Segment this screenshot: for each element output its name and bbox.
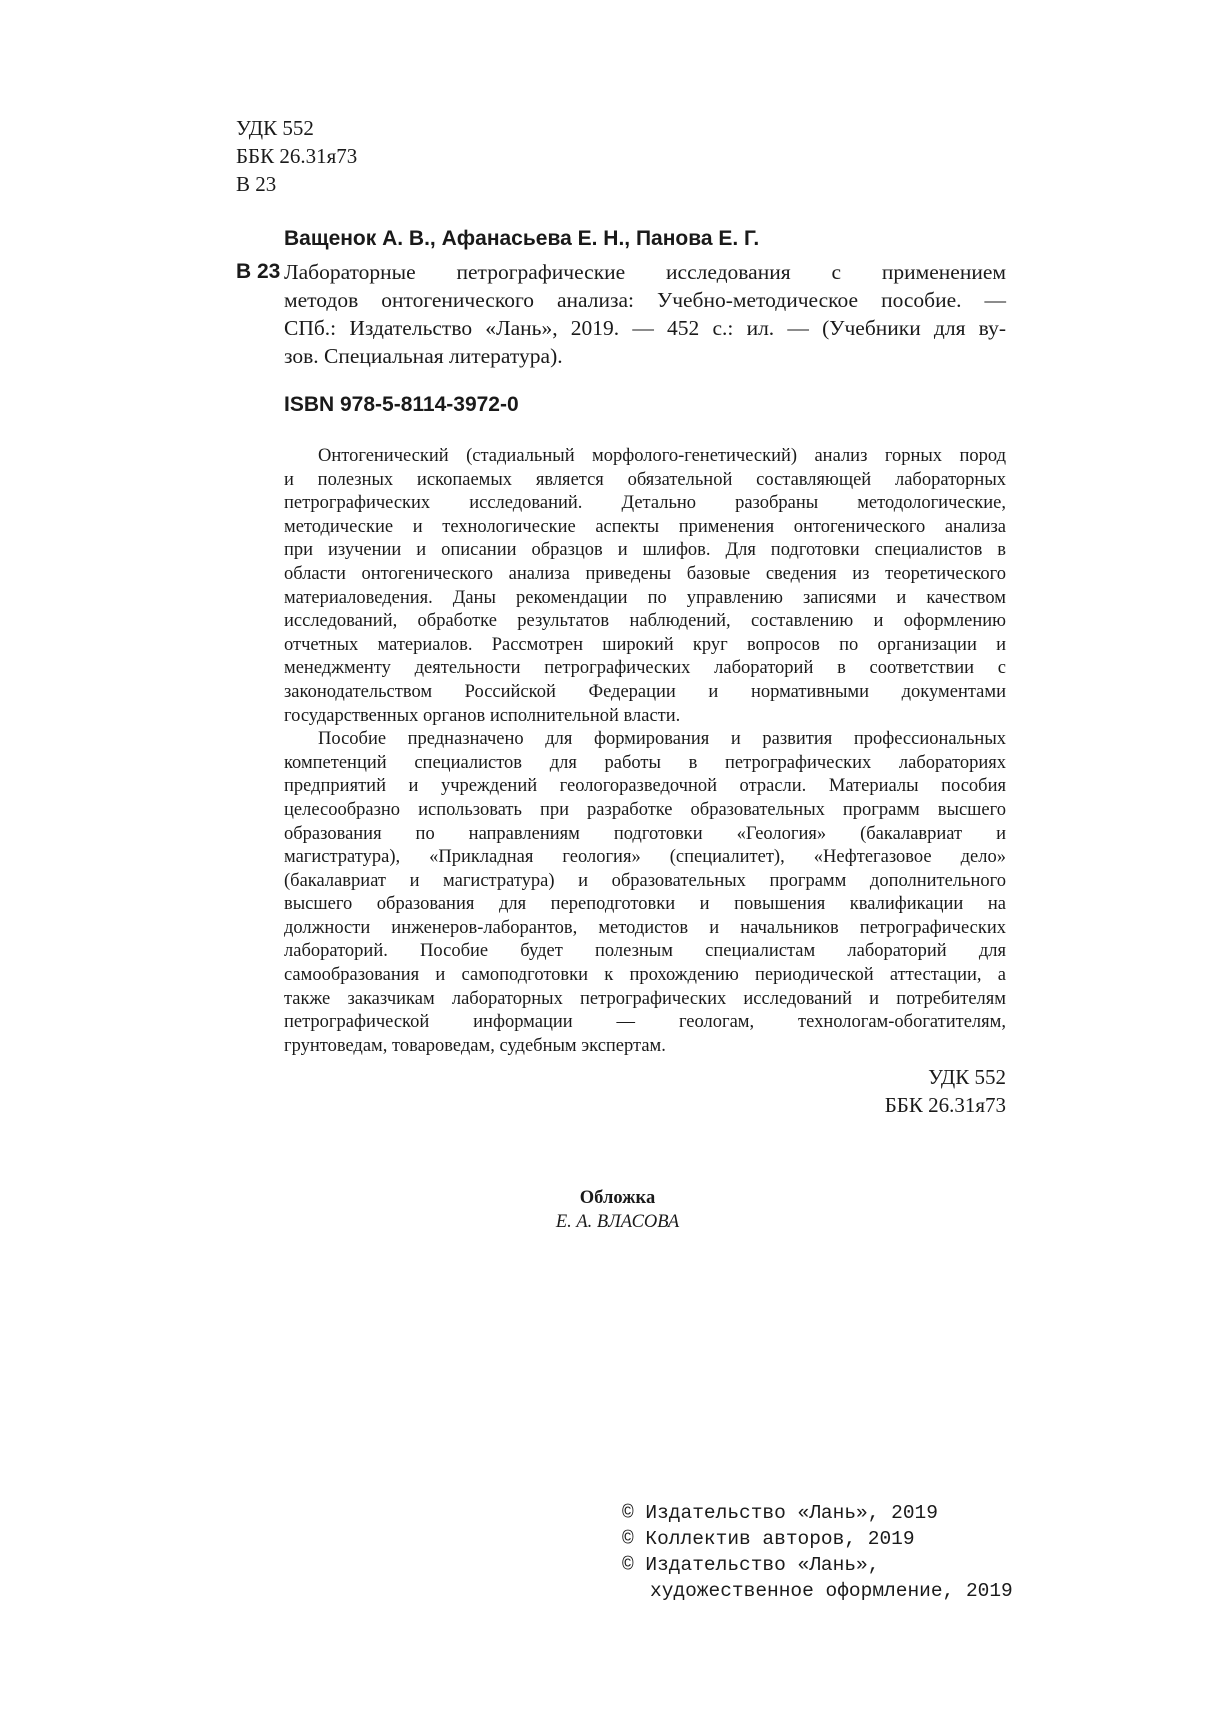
abstract-line: предприятий и учреждений геологоразведочной отрасли. Материалы пособия	[284, 776, 1006, 797]
abstract-line: области онтогенического анализа приведены базовые сведения из теоретического	[284, 563, 1006, 584]
abstract-line: целесообразно использовать при разработке образовательных программ высшего	[284, 799, 1006, 820]
classification-codes-top	[236, 114, 357, 198]
abstract-line: государственных органов исполнительной власти.	[284, 705, 681, 726]
abstract-line: отчетных материалов. Рассмотрен широкий круг вопросов по организации и	[284, 634, 1006, 655]
abstract-line: должности инженеров-лаборантов, методистов и начальников петрографических	[284, 917, 1006, 938]
abstract-line: исследований, обработке результатов наблюдений, составлению и оформлению	[284, 611, 1006, 632]
abstract-line: и полезных ископаемых является обязательной составляющей лабораторных	[284, 469, 1006, 490]
bibliographic-description	[284, 258, 1006, 370]
abstract-line: при изучении и описании образцов и шлифов. Для подготовки специалистов в	[284, 540, 1006, 561]
abstract-line: образования по направлениям подготовки «Геология» (бакалавриат и	[284, 823, 1006, 844]
abstract-line: материаловедения. Даны рекомендации по управлению записями и качеством	[284, 587, 1006, 608]
abstract-line: лабораторий. Пособие будет полезным специалистам лабораторий для	[284, 941, 1006, 962]
abstract-line: самообразования и самоподготовки к прохождению периодической аттестации, а	[284, 965, 1006, 986]
abstract	[284, 445, 1006, 1058]
abstract-line: компетенций специалистов для работы в петрографических лабораториях	[284, 752, 1006, 773]
udk-code: УДК 552	[928, 1065, 1006, 1089]
bbk-code: ББК 26.31я73	[236, 144, 358, 168]
copyright-line: © Издательство «Лань», 2019	[622, 1502, 938, 1524]
authors-heading: Ващенок А. В., Афанасьева Е. Н., Панова Е. Г.	[284, 227, 760, 250]
abstract-line: методические и технологические аспекты применения онтогенического анализа	[284, 516, 1006, 537]
isbn: ISBN 978-5-8114-3972-0	[284, 393, 519, 416]
copyright-block	[622, 1500, 1013, 1604]
copyright-line-continuation: художественное оформление, 2019	[650, 1580, 1013, 1602]
biblio-line: методов онтогенического анализа: Учебно-методическое пособие. —	[284, 288, 1006, 312]
classification-codes-bottom	[885, 1063, 1006, 1119]
abstract-line: магистратура), «Прикладная геология» (специалитет), «Нефтегазовое дело»	[284, 847, 1006, 868]
biblio-line: СПб.: Издательство «Лань», 2019. — 452 с.: ил. — (Учебники для ву-	[284, 316, 1006, 340]
copyright-line: © Издательство «Лань»,	[622, 1554, 880, 1576]
biblio-line: Лабораторные петрографические исследования с применением	[284, 260, 1006, 284]
biblio-author-mark: В 23	[236, 260, 281, 283]
abstract-line: Пособие предназначено для формирования и развития профессиональных	[318, 729, 1006, 750]
abstract-line: также заказчикам лабораторных петрографических исследований и потребителям	[284, 988, 1006, 1009]
cover-credit	[0, 1186, 1211, 1234]
cover-label: Обложка	[579, 1188, 656, 1208]
abstract-line: высшего образования для переподготовки и повышения квалификации на	[284, 894, 1006, 915]
copyright-line: © Коллектив авторов, 2019	[622, 1528, 915, 1550]
abstract-line: законодательством Российской Федерации и нормативными документами	[284, 681, 1006, 702]
abstract-line: (бакалавриат и магистратура) и образовательных программ дополнительного	[284, 870, 1006, 891]
abstract-line: петрографических исследований. Детально разобраны методологические,	[284, 493, 1006, 514]
udk-code: УДК 552	[236, 116, 314, 140]
abstract-line: грунтоведам, товароведам, судебным экспертам.	[284, 1035, 666, 1056]
abstract-line: петрографической информации — геологам, технологам-обогатителям,	[284, 1012, 1006, 1033]
author-mark: В 23	[236, 172, 277, 196]
bbk-code: ББК 26.31я73	[884, 1093, 1006, 1117]
abstract-line: менеджменту деятельности петрографических лабораторий в соответствии с	[284, 658, 1006, 679]
abstract-line: Онтогенический (стадиальный морфолого-генетический) анализ горных пород	[318, 446, 1006, 466]
cover-designer: Е. А. ВЛАСОВА	[555, 1212, 680, 1232]
biblio-line: зов. Специальная литература).	[284, 344, 563, 368]
